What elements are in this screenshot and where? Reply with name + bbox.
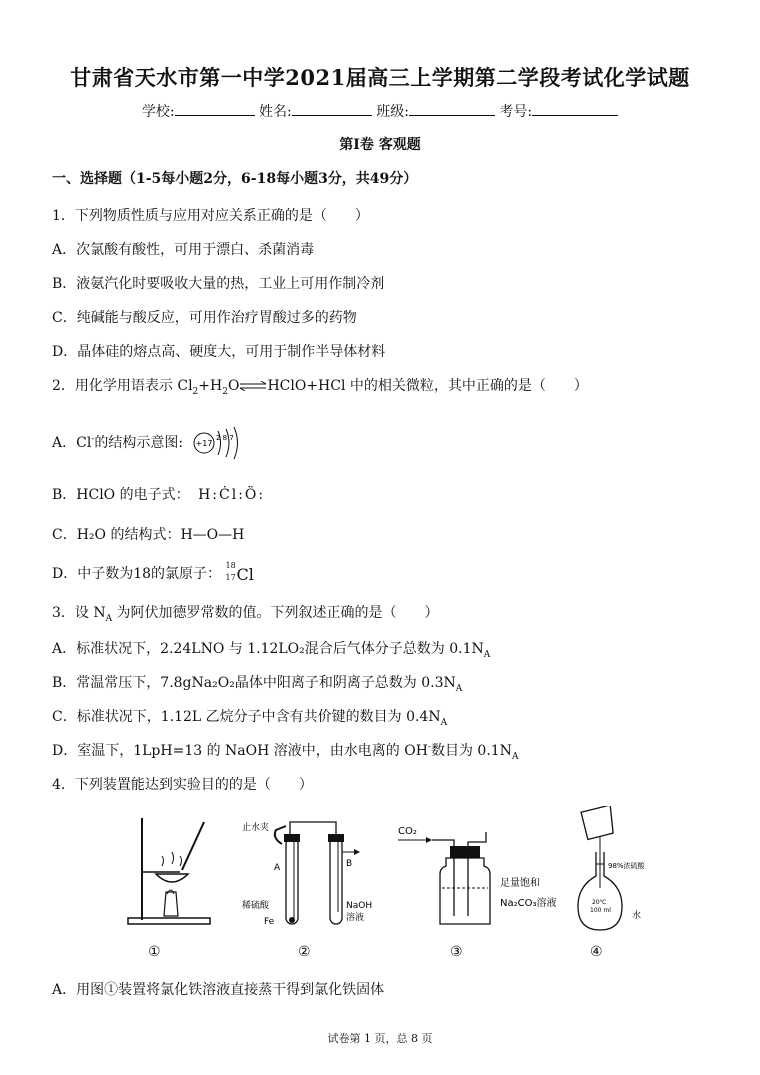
student-info-line [0,101,760,121]
class-blank[interactable] [409,101,495,116]
q1-stem: 1．下列物质性质与应用对应关系正确的是（ ） [52,208,369,224]
name-blank[interactable] [292,101,372,116]
q4-figures [110,806,650,976]
class-label: 班级: [376,104,409,120]
section-heading: 第Ⅰ卷 客观题 [339,137,421,153]
shell-numbers: 2 8 7 [215,434,234,442]
na2co3-label: Na₂CO₃溶液 [500,898,557,909]
naoh-solution-label: 溶液 [346,913,365,923]
q2-a-tail: 的结构示意图: [94,435,184,451]
q2-stem-post: HClO+HCl 中的相关微粒，其中正确的是（ ） [267,378,588,394]
q3-option-a: A．标准状况下，2.24LNO 与 1.12LO₂混合后气体分子总数为 $0.1N_A$ [52,641,491,660]
equilibrium-arrow-icon [239,381,267,391]
volume-label: 100 ml [590,907,611,914]
fe-label: Fe [264,917,275,927]
exam-no-blank[interactable] [532,101,618,116]
q3-stem-tail: 为阿伏加德罗常数的值。下列叙述正确的是（ ） [112,605,439,621]
school-label: 学校: [141,104,175,120]
school-blank[interactable] [175,101,255,116]
q3-b-text: B．常温常压下，7.8gNa₂O₂晶体中阳离子和阴离子总数为 0.3N [52,675,456,691]
q3-stem: 3．设 $N_A$ 为阿伏加德罗常数的值。下列叙述正确的是（ ） [52,605,439,624]
q2-option-c: C．H₂O 的结构式：H—O—H [52,527,245,543]
q3-c-text: C．标准状况下，1.12L 乙烷分子中含有共价键的数目为 0.4N [52,709,441,725]
hclo-electron-formula: H:Ċl:Ö: [198,487,266,503]
cl-ion-structure-diagram [192,426,244,460]
q2-option-b [52,484,265,504]
q2-a-text: A．Cl [52,435,92,451]
clamp-label: 止水夹 [242,823,270,833]
nucleus-charge: +17 [195,439,212,448]
figure-2-caption: ② [298,944,311,960]
exam-no-label: 考号: [499,104,533,120]
tube-b-label: B [346,859,353,869]
figure-4-caption: ④ [590,944,603,960]
q2-d-text: D．中子数为18的氯原子： [52,566,222,582]
figure-1-evaporation [120,812,220,932]
q3-d-tail: 数目为 0.1N [430,743,512,759]
q1-option-c: C．纯碱能与酸反应，可用作治疗胃酸过多的药物 [52,310,357,326]
q1-option-a: A．次氯酸有酸性，可用于漂白、杀菌消毒 [52,242,315,258]
saturated-label: 足量饱和 [500,878,540,889]
part-heading: 一、选择题（1-5每小题2分，6-18每小题3分，共49分） [52,171,418,187]
q3-a-text: A．标准状况下，2.24LNO 与 1.12LO₂混合后气体分子总数为 0.1N [52,641,484,657]
page-title: 甘肃省天水市第一中学2021届高三上学期第二学段考试化学试题 [70,65,690,90]
chlorine-isotope: 18 17 Cl [225,561,254,584]
water-label: 水 [632,911,642,921]
figure-4-volumetric-flask [570,806,660,936]
name-label: 姓名: [259,104,292,120]
figure-3-gas-wash-bottle [392,820,562,932]
q3-option-c: C．标准状况下，1.12L 乙烷分子中含有共价键的数目为 $0.4N_A$ [52,709,448,728]
q3-stem-text: 3．设 N [52,605,106,621]
dilute-acid-label: 稀硫酸 [242,901,270,911]
q2-stem-pre: 2．用化学用语表示 Cl [52,378,193,394]
conc-acid-label: 98%浓硫酸 [608,862,645,870]
figure-2-fe-oh2-apparatus [242,808,372,934]
q2-stem: 2．用化学用语表示 $Cl_2+H_2O$ HClO+HCl 中的相关微粒，其中正确的是（ ） [52,378,588,397]
q2-b-text: B．HClO 的电子式： [52,487,190,503]
figure-3-caption: ③ [450,944,463,960]
page-footer: 试卷第 1 页，总 8 页 [327,1032,433,1045]
q2-option-d [52,563,260,584]
q3-option-b: B．常温常压下，7.8gNa₂O₂晶体中阳离子和阴离子总数为 $0.3N_A$ [52,675,463,694]
q4-option-a: A．用图①装置将氯化铁溶液直接蒸干得到氯化铁固体 [52,982,385,998]
co2-label: CO₂ [398,826,417,837]
figure-1-caption: ① [148,944,161,960]
q1-option-d: D．晶体硅的熔点高、硬度大，可用于制作半导体材料 [52,344,386,360]
naoh-label: NaOH [346,901,372,911]
q2-option-a: A．Cl-的结构示意图: +17 2 8 7 [52,426,244,460]
tube-a-label: A [274,863,281,873]
q3-d-text: D．室温下，1LpH=13 的 NaOH 溶液中，由水电离的 OH [52,743,428,759]
q1-option-b: B．液氨汽化时要吸收大量的热，工业上可用作制冷剂 [52,276,385,292]
q4-stem: 4．下列装置能达到实验目的的是（ ） [52,777,313,793]
temp-label: 20℃ [592,899,607,906]
q3-option-d: D．室温下，1LpH=13 的 NaOH 溶液中，由水电离的 OH-数目为 $0.1N_A$ [52,742,519,762]
